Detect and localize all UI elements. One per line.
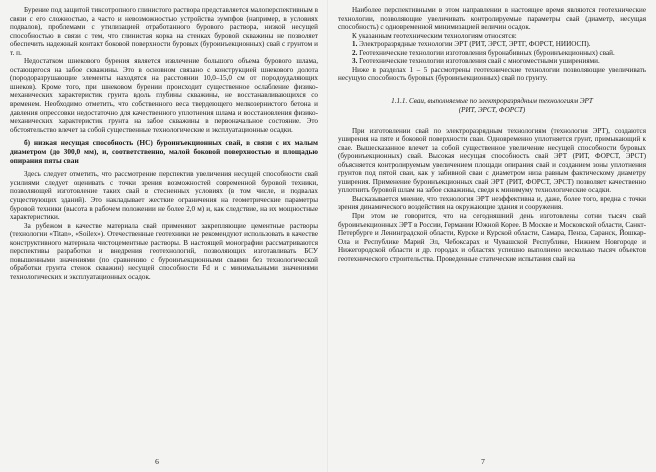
paragraph: При изготовлении свай по электроразрядным технологиям (технология ЭРТ), создаются уширения на пяте и боковой поверхности сваи. Одновременно уплотняется грунт, примыкающий к свае. Вышесказанное влечет за собой существенное увеличение несущей способности буровых (буроинъекционных) свай. Высокая несущая способность свай ЭРТ (РИТ, ФОРСТ, ЭРСТ) объясняется контролируемым увеличением площади опирания свай и созданием зоны уплотнения грунтов под пятой сваи, как у забивной сваи с диаметром низа равным фактическому диаметру уширения. Применение буроинъекционных свай ЭРТ (РИТ, ФОРСТ, ЭРСТ) позволяет качественно уплотнить буровой шлам на забое скважины, сведя к минимуму технологические осадки. <box>338 126 646 195</box>
paragraph: За рубежом в качестве материала свай применяют закрепляющие цементные растворы (технологии «Titan», «Soilex»). Отечественные геотехники не рекомендуют использовать в качестве конструктивного материала чистоцементные растворы. В настоящей монографии рассматриваются перспективы разработки и внедрения геотехнологий, позволяющих изготавливать БСУ повышенными значениями (по сравнению с буроинъекционными сваями без технологической обработки грунта стенок скважин) несущей способности Fd и с минимальными значениями технологических и эксплуатационных осадок. <box>10 221 318 281</box>
paragraph: Ниже в разделах 1 – 5 рассмотрены геотехнические технологии позволяющие увеличивать несущую способность буровых (буроинъекционных) свай по грунту. <box>338 65 646 83</box>
list-item <box>338 57 646 66</box>
subsection-heading-line2: (РИТ, ЭРСТ, ФОРСТ) <box>458 105 526 114</box>
paragraph: К указанным геотехническим технологиям относятся: <box>352 31 517 40</box>
paragraph: Бурение под защитой тиксотропного глинистого раствора представляется малоперспективным в связи с его сложностью, а часто и невозможностью устройства зумпфов (например, в условиях подвалов), проблемами с утилизацией отработанного бурового раствора, низкой несущей способностью в связи с тем, что глинистая корка на стенках буровой скважины не позволяет обеспечить надежный контакт боковой поверхности буровых (буроинъекционных) свай с грунтом и т. п. <box>10 6 318 57</box>
list-item <box>338 40 646 49</box>
paragraph: Здесь следует отметить, что рассмотрение перспектив увеличения несущей способности свай усилиями следует оценивать с точки зрения возможностей современной буровой техники, позволяющей изготовление таких свай в стесненных условиях (в том числе, и подвалах существующих зданий). Это накладывает жесткие ограничения на геометрические параметры буровой техники (высота в рабочем положении не более 2,0 м) и, как следствие, на их мощностные характеристики. <box>10 170 318 222</box>
page-number: 6 <box>155 457 159 466</box>
subsection-heading-line1: 1.1.1. Сваи, выполняемые по электроразрядным технологиям ЭРТ <box>391 96 593 105</box>
right-page <box>328 0 656 472</box>
subsection-heading <box>338 97 646 115</box>
paragraph: Недостатком шнекового бурения является извлечение большого объема бурового шлама, остающегося на забое скважины. Это в основном связано с конструкцией шнекового долота (породоразрушающие элементы находятся на расстоянии 10,0–15,0 см от породоудаляющих шнеков). Кроме того, при шнековом бурении происходит существенное ослабление физико-механических характеристик грунта вдоль глубины скважины, не восстанавливающихся со временем. Необходимо отметить, что собственного веса твердеющего мелкозернистого бетона и давления опрессовки недостаточно для качественного уплотнения шлама и восстановления физико-механических характеристик грунта на забое скважины в первоначальное состояние. Это обстоятельство влечет за собой существенные технологические и эксплуатационные осадки. <box>10 57 318 134</box>
list-item-text: Электроразрядные технологии ЭРТ (РИТ, ЭРСТ, ЭРТГ, ФОРСТ, НИИОСП). <box>359 40 591 49</box>
list-item-text: Геотехнические технологии изготовления свай с многоместными уширениями. <box>359 57 600 66</box>
list-number: 2. <box>352 48 358 57</box>
paragraph: Высказывается мнение, что технология ЭРТ неэффективна и, даже, более того, вредна с точки зрения динамического воздействия на окружающие здания и сооружения. <box>338 194 646 212</box>
page-number: 7 <box>481 457 485 466</box>
section-heading: б) низкая несущая способность (НС) буроинъекционных свай, в связи с их малым диаметром (до 300,0 мм), и, соответственно, малой боковой поверхностью и площадью опирания пяты сваи <box>10 138 318 165</box>
list-item-text: Геотехнические технологии изготовления буронабивных (буроинъекционных) свай. <box>359 48 615 57</box>
list-number: 1. <box>352 40 358 49</box>
paragraph: При этом не говорится, что на сегодняшний день изготовлены сотни тысяч свай буроинъекционных ЭРТ в России, Германии Южной Корее. В Москве и Московской области, Санкт-Петербурге и Ленинградской области, Курске и Курской области, Самара, Пенза, Саранск, Йошкар-Ола и Республике Марий Эл, Чебоксарах и Чувашской Республике, Нижнем Новгороде и Нижегородской области и др. городах и областях успешно выполнено несколько тысяч объектов геотехнического строительства. Проведенные статические испытания свай на <box>338 211 646 263</box>
paragraph: Наиболее перспективными в этом направлении в настоящее время являются геотехнические технологии, позволяющие увеличивать контролируемые параметры свай (диаметр, несущая способность) с одновременной минимизацией величин осадок. <box>338 6 646 32</box>
list-number: 3. <box>352 57 358 66</box>
list-item <box>338 49 646 58</box>
